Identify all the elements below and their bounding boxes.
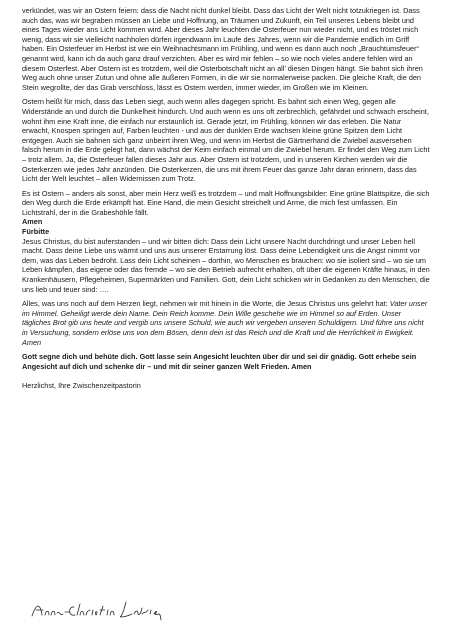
paragraph-leben-siegt: Ostern heißt für mich, dass das Leben siegt, auch wenn alles dagegen spricht. Es bahnt sich einen Weg, gegen alle Widerstände an und durch die Dunkelheit hindurch. Und auch wenn es uns oft zerbrechlich, gefährdet und schwach erscheint, wohnt ihm eine Kraft inne, die einfach nur erstaunlich ist. Gerade jetzt, im Frühling, können wir das erleben. Die Natur erwacht, Knospen springen auf, Farben leuchten - und aus der dunklen Erde wachsen kleine grüne Spitzen dem Licht entgegen. Auch sie bahnen sich ganz unbeirrt ihren Weg, und wenn im Herbst die Gärtnerhand die Zwiebel ausversehen falsch herum in die Erde gelegt hat, dann wächst der Keim einfach einmal um die Zwiebel herum. Er findet den Weg zum Licht – trotz allem. Ja, die Osterfeuer fallen dieses Jahr aus. Aber Ostern ist trotzdem, und in unseren Kirchen werden wir die Osterkerzen wie jedes Jahr anzünden. Die Osterkerzen, die uns mit ihrem Feuer das ganze Jahr daran erinnern, dass das Licht der Welt leuchtet – allen Widernissen zum Trotz. bbox=[22, 97, 430, 184]
paragraph-osterfeuer: verkündet, was wir an Ostern feiern: dass die Nacht nicht dunkel bleibt. Dass das Licht der Welt nicht totzukriegen ist. Dass auch das, was wir begraben müssen an Liebe und Hoffnung, an Träumen und Zukunft, ein Teil unseres Lebens bleibt und eines Tages wieder ans Licht kommen wird. Aber dieses Jahr leuchten die Osterfeuer nun wieder nicht, und es tröstet mich wenig, dass wir sie vielleicht nachholen dürfen irgendwann im Laufe des Jahres, wenn wir die Pandemie endlich im Griff haben. Ein Osterfeuer im Herbst ist wie ein Weihnachtsmann im Frühling, und wenn es dann auch noch „Brauchtumsfeuer“ genannt wird, kann ich da auch ganz drauf verzichten. Aber es wird mir fehlen – so wie noch vieles andere fehlen wird an diesem Osterfest. Aber Ostern ist es trotzdem, weil die Osterbotschaft nicht an all’ diesen Dingen hängt. Sie bahnt sich ihren Weg auch ohne unser Zutun und ohne alle äußeren Formen, in die wir sie normalerweise packen. Die gleiche Kraft, die den Stein wegrollte, der das Grab verschloss, lässt es Ostern werden, immer wieder, im Großen wie im Kleinen. bbox=[22, 6, 423, 92]
vaterunser-paragraph bbox=[22, 299, 430, 347]
closing-greeting: Herzlichst, Ihre Zwischenzeitpastorin bbox=[22, 381, 141, 391]
signature bbox=[30, 598, 170, 622]
vaterunser-intro: Alles, was uns noch auf dem Herzen liegt, nehmen wir mit hinein in die Worte, die Jesus Christus uns gelehrt hat: bbox=[22, 299, 390, 309]
amen-text: Amen bbox=[22, 217, 43, 227]
paragraph-hoffnungsbilder: Es ist Ostern – anders als sonst, aber mein Herz weiß es trotzdem – und malt Hoffnungsbilder: Eine grüne Blattspitze, die sich den Weg durch die Erde erkämpft hat. Eine Hand, die mein Gesicht streichelt und Arme, die mich fest umfassen. Ein Lichtstrahl, der in die Grabeshöhle fällt. bbox=[22, 188, 430, 217]
fuerbitte-text: Jesus Christus, du bist auferstanden – und wir bitten dich: Dass dein Licht unsere Nacht durchdringt und unser Leben hell macht. Dass deine Liebe uns wärmt und uns aus unserer Erstarrung löst. Dass deine Lebendigkeit uns die Angst nimmt vor dem, was das Leben bedroht. Lass dein Licht scheinen – dorthin, wo Menschen es brauchen: wo sie isoliert sind – wo sie um Leben kämpfen, das eigene oder das fremde – wo sie den Betrieb aufrecht erhalten, oft über die eigenen Kräfte hinaus, in den Krankenhäusern, Pflegeheimen, Supermärkten und Familien. Gott, dein Licht schicken wir in Gedanken zu den Menschen, die uns lieb und teuer sind: …. bbox=[22, 236, 430, 294]
segen-text: Gott segne dich und behüte dich. Gott lasse sein Angesicht leuchten über dir und sei dir gnädig. Gott erhebe sein Angesicht auf dich und schenke dir – und mit dir seiner ganzen Welt Frieden. Amen bbox=[22, 352, 417, 371]
fuerbitte-heading: Fürbitte bbox=[22, 227, 50, 237]
vaterunser-prayer: Vater unser im Himmel. Geheiligt werde dein Name. Dein Reich komme. Dein Wille geschehe wie im Himmel so auf Erden. Unser tägliches Brot gib uns heute und vergib uns unsere Schuld, wie auch wir vergeben unseren Schuldigern. Und führe uns nicht in Versuchung, sondern erlöse uns von dem Bösen, denn dein ist das Reich und die Kraft und die Herrlichkeit in Ewigkeit. Amen bbox=[22, 299, 428, 347]
